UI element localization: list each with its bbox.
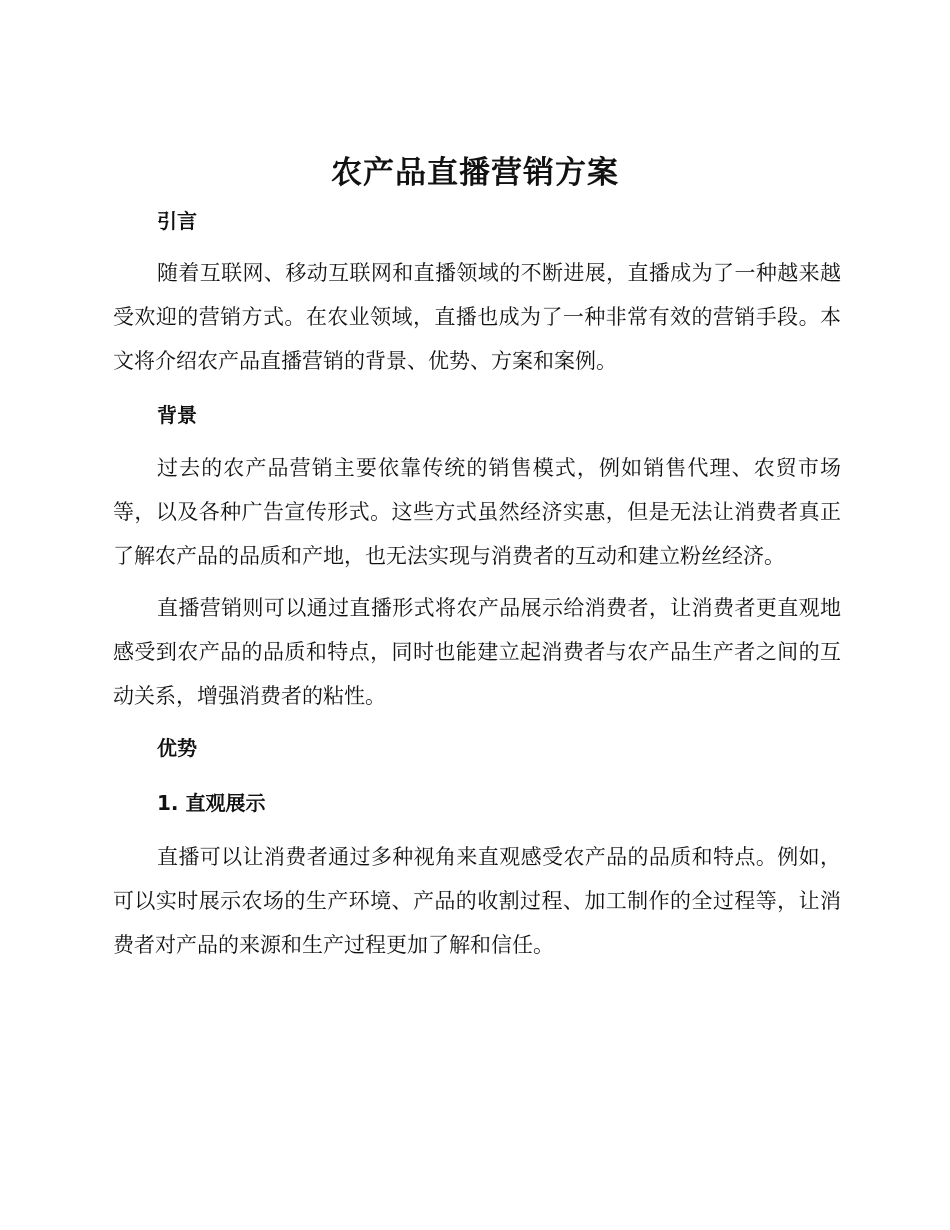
- section-heading-intro: 引言: [157, 209, 197, 233]
- advantage-paragraph-1: 直播可以让消费者通过多种视角来直观感受农产品的品质和特点。例如，可以实时展示农场的生产环境、产品的收割过程、加工制作的全过程等，让消费者对产品的来源和生产过程更加了解和信任。: [113, 845, 841, 957]
- subsection-heading-intuitive-display: 1. 直观展示: [157, 791, 266, 815]
- section-heading-background: 背景: [157, 403, 197, 427]
- background-paragraph-2: 直播营销则可以通过直播形式将农产品展示给消费者，让消费者更直观地感受到农产品的品质和特点，同时也能建立起消费者与农产品生产者之间的互动关系，增强消费者的粘性。: [113, 596, 841, 708]
- document-title: 农产品直播营销方案: [331, 155, 619, 191]
- background-paragraph-1: 过去的农产品营销主要依靠传统的销售模式，例如销售代理、农贸市场等，以及各种广告宣传形式。这些方式虽然经济实惠，但是无法让消费者真正了解农产品的品质和产地，也无法实现与消费者的互动和建立粉丝经济。: [113, 456, 841, 568]
- intro-paragraph: 随着互联网、移动互联网和直播领域的不断进展，直播成为了一种越来越受欢迎的营销方式。在农业领域，直播也成为了一种非常有效的营销手段。本文将介绍农产品直播营销的背景、优势、方案和案例。: [113, 261, 841, 373]
- section-heading-advantages: 优势: [157, 736, 197, 760]
